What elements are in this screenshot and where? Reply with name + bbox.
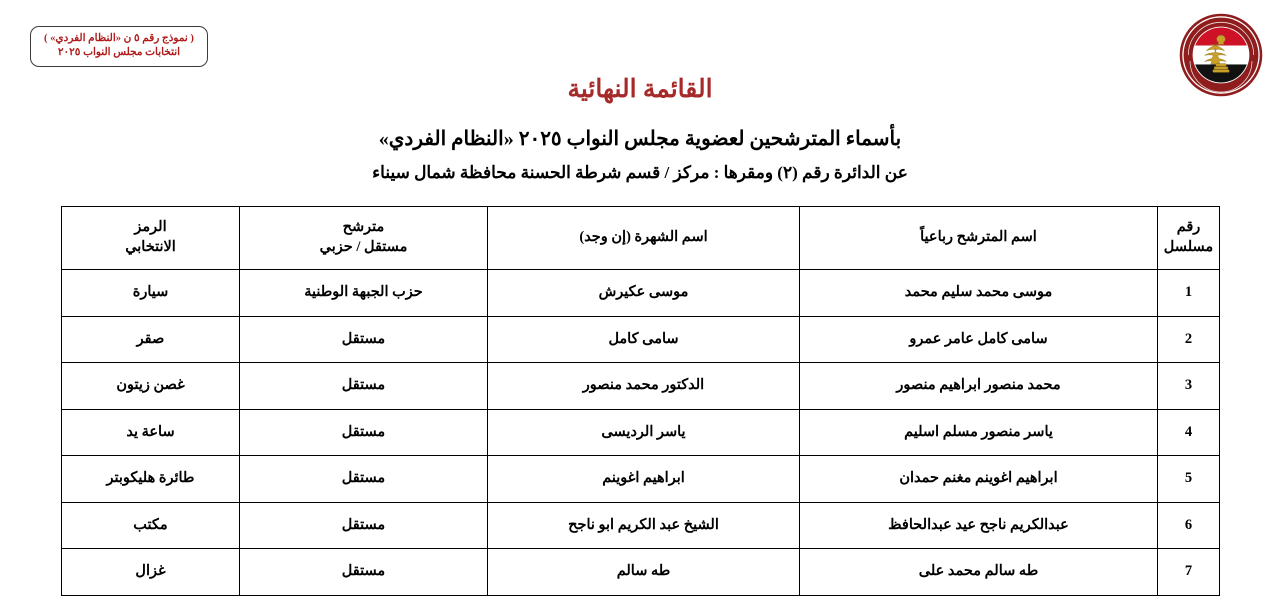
cell-candidate-name: ابراهيم اغوينم مغنم حمدان <box>800 456 1158 503</box>
cell-affiliation: مستقل <box>240 549 488 596</box>
column-header-affiliation: مترشح مستقل / حزبي <box>240 207 488 270</box>
cell-affiliation: مستقل <box>240 502 488 549</box>
cell-candidate-name: ياسر منصور مسلم اسليم <box>800 409 1158 456</box>
column-header-nickname: اسم الشهرة (إن وجد) <box>488 207 800 270</box>
cell-candidate-name: عبدالكريم ناجح عيد عبدالحافظ <box>800 502 1158 549</box>
page-title: القائمة النهائية <box>567 76 713 103</box>
table-row <box>62 502 1220 549</box>
candidates-table <box>61 206 1220 596</box>
page-subtitle: بأسماء المترشحين لعضوية مجلس النواب ٢٠٢٥ «النظام الفردي» <box>378 128 902 150</box>
form-number-line-2: انتخابات مجلس النواب ٢٠٢٥ <box>57 47 181 59</box>
cell-serial: 6 <box>1158 502 1220 549</box>
cell-serial: 5 <box>1158 456 1220 503</box>
cell-candidate-name: موسى محمد سليم محمد <box>800 270 1158 317</box>
cell-symbol: غزال <box>62 549 240 596</box>
cell-symbol: سيارة <box>62 270 240 317</box>
table-header-row <box>62 207 1220 270</box>
cell-nickname: ابراهيم اغوينم <box>488 456 800 503</box>
cell-nickname: موسى عكيرش <box>488 270 800 317</box>
cell-serial: 7 <box>1158 549 1220 596</box>
column-header-name: اسم المترشح رباعياً <box>800 207 1158 270</box>
table-row <box>62 549 1220 596</box>
cell-symbol: صقر <box>62 316 240 363</box>
cell-symbol: طائرة هليكوبتر <box>62 456 240 503</box>
table-body <box>62 270 1220 596</box>
cell-nickname: ياسر الرديسى <box>488 409 800 456</box>
cell-serial: 3 <box>1158 363 1220 410</box>
cell-affiliation: مستقل <box>240 316 488 363</box>
cell-affiliation: مستقل <box>240 363 488 410</box>
table-header <box>62 207 1220 270</box>
district-line: عن الدائرة رقم (٢) ومقرها : مركز / قسم شرطة الحسنة محافظة شمال سيناء <box>372 163 908 182</box>
cell-affiliation: مستقل <box>240 409 488 456</box>
cell-serial: 4 <box>1158 409 1220 456</box>
cell-affiliation: حزب الجبهة الوطنية <box>240 270 488 317</box>
form-number-line-1: ( نموذج رقم ٥ ن «النظام الفردي» ) <box>44 33 194 44</box>
column-header-serial: رقم مسلسل <box>1158 207 1220 270</box>
cell-symbol: مكتب <box>62 502 240 549</box>
cell-nickname: طه سالم <box>488 549 800 596</box>
cell-nickname: سامى كامل <box>488 316 800 363</box>
table-row <box>62 409 1220 456</box>
cell-symbol: غصن زيتون <box>62 363 240 410</box>
table-row <box>62 363 1220 410</box>
form-number-box <box>30 26 208 67</box>
table-row <box>62 456 1220 503</box>
cell-nickname: الشيخ عبد الكريم ابو ناجح <box>488 502 800 549</box>
cell-serial: 2 <box>1158 316 1220 363</box>
cell-candidate-name: طه سالم محمد على <box>800 549 1158 596</box>
cell-serial: 1 <box>1158 270 1220 317</box>
cell-candidate-name: محمد منصور ابراهيم منصور <box>800 363 1158 410</box>
table-row <box>62 316 1220 363</box>
cell-candidate-name: سامى كامل عامر عمرو <box>800 316 1158 363</box>
column-header-symbol: الرمز الانتخابي <box>62 207 240 270</box>
cell-nickname: الدكتور محمد منصور <box>488 363 800 410</box>
candidates-table-container <box>62 206 1220 596</box>
table-row <box>62 270 1220 317</box>
cell-symbol: ساعة يد <box>62 409 240 456</box>
cell-affiliation: مستقل <box>240 456 488 503</box>
